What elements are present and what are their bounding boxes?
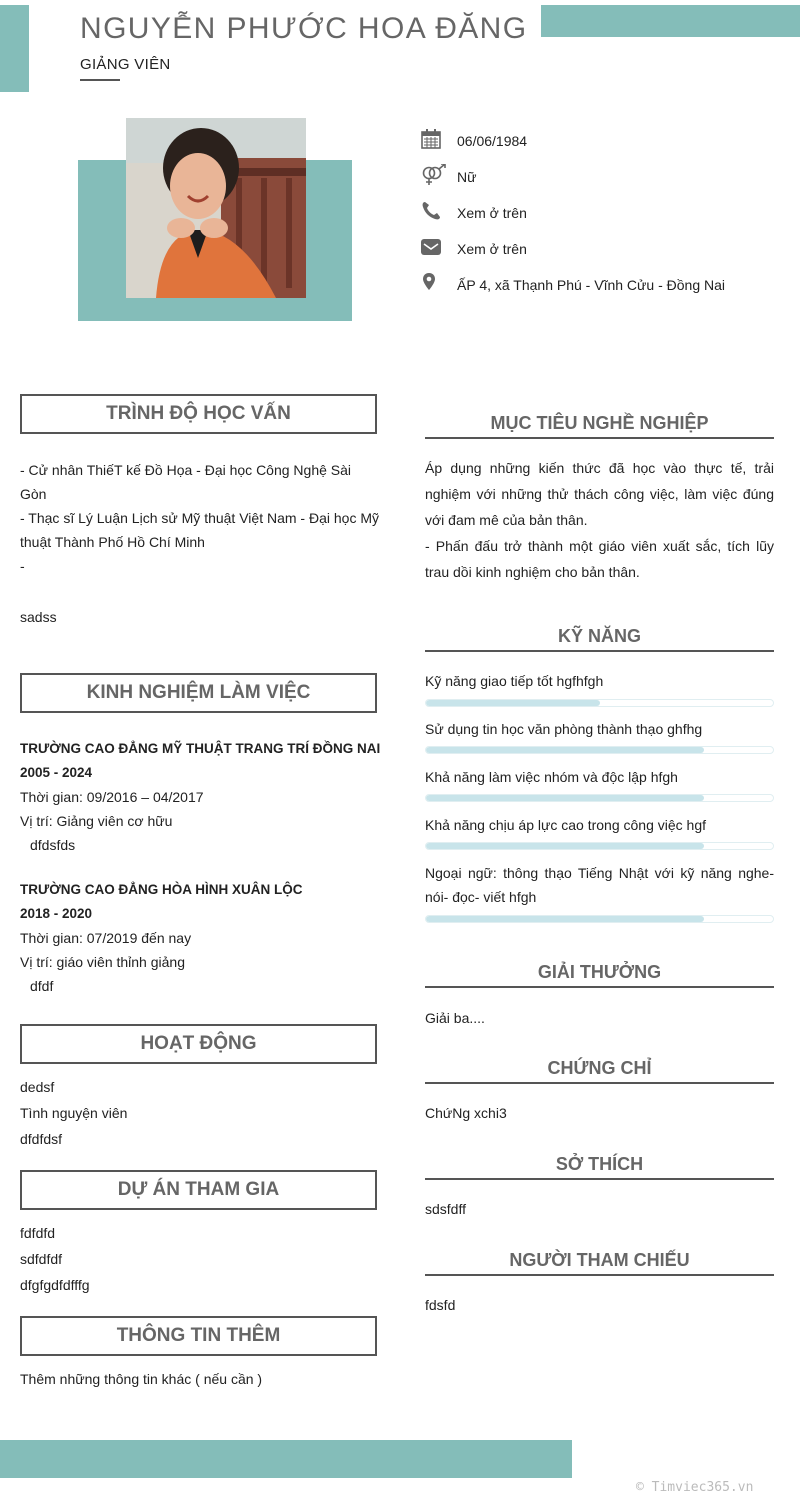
contact-info (420, 128, 780, 308)
skill-label: Ngoại ngữ: thông thạo Tiếng Nhật với kỹ năng nghe- nói- đọc- viết hfgh (425, 865, 774, 905)
references-content: fdsfd (425, 1297, 456, 1313)
skill-bar (425, 842, 774, 850)
birthday-value: 06/06/1984 (457, 133, 528, 149)
project-item: dfgfgdfdfffg (20, 1277, 90, 1293)
footer-watermark: © Timviec365.vn (636, 1480, 754, 1495)
skill-label: Sử dụng tin học văn phòng thành thạo ghfhg (425, 721, 703, 737)
activity-item: dedsf (20, 1079, 55, 1095)
job-description: dfdf (30, 978, 54, 994)
contact-row-phone (420, 200, 780, 236)
phone-icon (420, 200, 442, 222)
job-company: TRƯỜNG CAO ĐẲNG MỸ THUẬT TRANG TRÍ ĐỒNG NAI (20, 741, 381, 756)
skill-label: Khả năng chịu áp lực cao trong công việc hgf (425, 817, 706, 833)
job-description: dfdsfds (30, 837, 76, 853)
education-line: - Thạc sĩ Lý Luận Lịch sử Mỹ thuật Việt Nam - Đại học Mỹ thuật Thành Phố Hồ Chí Minh (20, 510, 379, 550)
skill-bar (425, 746, 774, 754)
decor-block-top-right (541, 5, 800, 37)
hobbies-content: sdsfdff (425, 1201, 466, 1217)
skill-label: Kỹ năng giao tiếp tốt hgfhfgh (425, 673, 604, 689)
job-years: 2018 - 2020 (20, 906, 93, 921)
education-line: - Cử nhân ThiếT kế Đồ Họa - Đại học Công Nghệ Sài Gòn (20, 462, 352, 502)
project-item: sdfdfdf (20, 1251, 63, 1267)
skill-bar-fill (426, 700, 600, 706)
skills-section-title: KỸ NĂNG (425, 622, 774, 652)
skill-bar-fill (426, 795, 704, 801)
candidate-name: NGUYỄN PHƯỚC HOA ĐĂNG (80, 12, 528, 45)
experience-job-2 (20, 878, 390, 998)
hobbies-section-title: SỞ THÍCH (425, 1150, 774, 1180)
gender-value: Nữ (457, 169, 477, 185)
contact-row-address (420, 272, 780, 308)
certificates-content: ChứNg xchi3 (425, 1105, 507, 1121)
contact-row-email (420, 236, 780, 272)
project-item: fdfdfd (20, 1225, 56, 1241)
experience-section-title: KINH NGHIỆM LÀM VIỆC (20, 673, 377, 713)
more-info-section-title: THÔNG TIN THÊM (20, 1316, 377, 1356)
location-icon (420, 272, 442, 294)
gender-icon (420, 164, 442, 186)
projects-section-title: DỰ ÁN THAM GIA (20, 1170, 377, 1210)
profile-photo (126, 118, 306, 298)
skill-bar-fill (426, 843, 704, 849)
projects-content (20, 1220, 90, 1298)
calendar-icon (420, 128, 442, 150)
awards-content: Giải ba.... (425, 1010, 485, 1026)
job-position: Vị trí: Giảng viên cơ hữu (20, 813, 173, 829)
activity-item: Tình nguyện viên (20, 1105, 128, 1121)
education-extra: sadss (20, 609, 57, 625)
address-value: ẤP 4, xã Thạnh Phú - Vĩnh Cửu - Đồng Nai (457, 277, 726, 293)
skill-bar-fill (426, 916, 704, 922)
certificates-section-title: CHỨNG CHỈ (425, 1054, 774, 1084)
phone-value: Xem ở trên (457, 205, 527, 221)
objective-section-title: MỤC TIÊU NGHỀ NGHIỆP (425, 409, 774, 439)
education-content (20, 458, 380, 578)
education-line: - (20, 558, 25, 574)
contact-row-gender (420, 164, 780, 200)
education-section-title: TRÌNH ĐỘ HỌC VẤN (20, 394, 377, 434)
email-icon (420, 236, 442, 258)
job-title: GIẢNG VIÊN (80, 56, 171, 73)
activity-item: dfdfdsf (20, 1131, 63, 1147)
contact-row-birthday (420, 128, 780, 164)
skill-bar-fill (426, 747, 704, 753)
awards-section-title: GIẢI THƯỞNG (425, 958, 774, 988)
activities-content (20, 1074, 127, 1152)
email-value: Xem ở trên (457, 241, 527, 257)
activities-section-title: HOẠT ĐỘNG (20, 1024, 377, 1064)
skill-bar (425, 699, 774, 707)
skill-label: Khả năng làm việc nhóm và độc lập hfgh (425, 769, 678, 785)
skill-bar (425, 794, 774, 802)
objective-paragraph: - Phấn đấu trở thành một giáo viên xuất sắc, tích lũy trau dồi kinh nghiệm cho bản thân. (425, 538, 774, 580)
job-title-underline (80, 79, 120, 81)
decor-block-bottom (0, 1440, 572, 1478)
job-position: Vị trí: giáo viên thỉnh giảng (20, 954, 185, 970)
more-info-content: Thêm những thông tin khác ( nếu cần ) (20, 1371, 263, 1387)
job-company: TRƯỜNG CAO ĐẲNG HÒA HÌNH XUÂN LỘC (20, 882, 303, 897)
job-time: Thời gian: 07/2019 đến nay (20, 930, 192, 946)
experience-job-1 (20, 737, 390, 857)
objective-content (425, 455, 774, 585)
skill-bar (425, 915, 774, 923)
objective-paragraph: Áp dụng những kiến thức đã học vào thực tế, trải nghiệm với những thử thách công việc, làm việc đúng với đam mê của bản thân. (425, 460, 774, 528)
decor-block-top-left (0, 5, 29, 92)
job-time: Thời gian: 09/2016 – 04/2017 (20, 789, 204, 805)
references-section-title: NGƯỜI THAM CHIẾU (425, 1246, 774, 1276)
job-years: 2005 - 2024 (20, 765, 93, 780)
